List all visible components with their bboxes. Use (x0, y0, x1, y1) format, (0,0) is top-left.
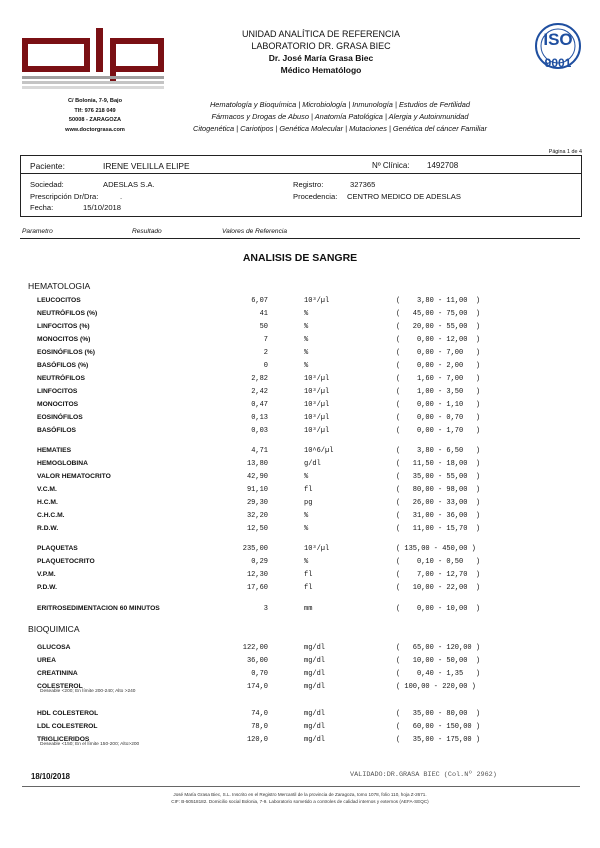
result-row (0, 446, 600, 458)
result-row (0, 335, 600, 347)
prescriber-value: . (120, 192, 123, 201)
result-row (0, 604, 600, 616)
result-row (0, 656, 600, 668)
result-unit: mg/dl (304, 644, 326, 652)
result-row (0, 544, 600, 556)
origin-label: Procedencia: (293, 192, 338, 201)
result-name: H.C.M. (37, 499, 58, 506)
result-unit: 10^6/µl (304, 447, 334, 455)
result-value: 0,03 (251, 427, 268, 435)
clinic-label: Nº Clínica: (372, 161, 410, 170)
footer-rule (22, 786, 580, 787)
result-name: COLESTEROL (37, 683, 83, 690)
result-row (0, 374, 600, 386)
result-name: C.H.C.M. (37, 512, 65, 519)
result-row (0, 387, 600, 399)
result-row (0, 322, 600, 334)
result-value: 42,90 (246, 473, 268, 481)
iso-badge (529, 20, 587, 76)
lab-line2: LABORATORIO DR. GRASA BIEC (251, 41, 391, 51)
result-name: VALOR HEMATOCRITO (37, 473, 111, 480)
result-name: BASÓFILOS (37, 427, 77, 434)
result-reference: ( 35,00 - 80,00 ) (396, 710, 481, 718)
result-name: LEUCOCITOS (37, 297, 81, 304)
result-unit: mg/dl (304, 657, 326, 665)
report-title: ANALISIS DE SANGRE (242, 252, 358, 264)
legal-line-2: CIF: B-50518182. Domicilio social Bolonia, 7-9. Laboratorio sometido a controles de calidad internos y externos (AEFA-SEQC) (171, 799, 429, 804)
result-reference: ( 0,00 - 1,10 ) (396, 401, 481, 409)
result-unit: % (304, 525, 309, 533)
result-row (0, 459, 600, 471)
result-value: 122,00 (242, 644, 268, 652)
result-reference: ( 0,00 - 7,00 ) (396, 349, 481, 357)
result-value: 174,0 (246, 683, 268, 691)
result-value: 0 (263, 362, 268, 370)
result-reference: ( 80,00 - 98,00 ) (396, 486, 481, 494)
result-reference: ( 1,00 - 3,50 ) (396, 388, 481, 396)
result-value: 0,13 (251, 414, 268, 422)
result-name: ERITROSEDIMENTACION 60 MINUTOS (37, 605, 160, 612)
validated-by: VALIDADO:DR.GRASA BIEC (Col.Nº 2962) (350, 771, 497, 779)
iso-text: ISO (543, 30, 573, 49)
result-reference: ( 26,00 - 33,00 ) (396, 499, 481, 507)
patient-name: IRENE VELILLA ELIPE (103, 161, 190, 171)
result-reference: ( 10,00 - 22,00 ) (396, 584, 481, 592)
result-name: EOSINÓFILOS (%) (37, 349, 95, 356)
result-value: 0,47 (251, 401, 268, 409)
result-reference: ( 35,00 - 55,00 ) (396, 473, 481, 481)
result-value: 91,10 (246, 486, 268, 494)
result-value: 12,50 (246, 525, 268, 533)
result-value: 235,00 (242, 545, 268, 553)
address-web: www.doctorgrasa.com (65, 126, 125, 133)
result-reference: ( 100,00 - 220,00 ) (396, 683, 476, 691)
result-name: MONOCITOS (%) (37, 336, 91, 343)
result-reference: ( 0,00 - 10,00 ) (396, 605, 481, 613)
result-name: V.P.M. (37, 571, 56, 578)
result-name: CREATININA (37, 670, 78, 677)
result-row (0, 426, 600, 438)
result-unit: fl (304, 584, 313, 592)
result-name: PLAQUETOCRITO (37, 558, 95, 565)
specialty-line: Citogenética | Cariotipos | Genética Molecular | Mutaciones | Genética del cáncer Familiar (193, 124, 487, 133)
lab-header (195, 28, 447, 76)
column-header-row (20, 227, 580, 239)
section-hematologia: HEMATOLOGIA (28, 281, 91, 291)
result-reference: ( 7,00 - 12,70 ) (396, 571, 481, 579)
result-name: TRIGLICERIDOS (37, 736, 90, 743)
result-reference: ( 0,00 - 1,70 ) (396, 427, 481, 435)
result-row (0, 709, 600, 721)
result-name: MONOCITOS (37, 401, 79, 408)
result-unit: 10³/µl (304, 427, 330, 435)
result-name: HEMOGLOBINA (37, 460, 88, 467)
result-unit: % (304, 349, 309, 357)
result-reference: ( 31,00 - 36,00 ) (396, 512, 481, 520)
address-city: 50008 - ZARAGOZA (68, 117, 122, 123)
result-reference: ( 45,00 - 75,00 ) (396, 310, 481, 318)
result-row (0, 296, 600, 308)
result-unit: 10³/µl (304, 297, 330, 305)
result-row (0, 400, 600, 412)
result-row (0, 485, 600, 497)
result-unit: mg/dl (304, 736, 326, 744)
result-value: 6,07 (251, 297, 268, 305)
result-value: 74,0 (251, 710, 268, 718)
result-reference: ( 0,00 - 0,70 ) (396, 414, 481, 422)
result-row (0, 583, 600, 595)
result-unit: 10³/µl (304, 375, 330, 383)
result-unit: % (304, 310, 309, 318)
result-reference: ( 0,40 - 1,35 ) (396, 670, 481, 678)
result-name: BASÓFILOS (%) (37, 362, 89, 369)
result-name: LDL COLESTEROL (37, 723, 98, 730)
result-value: 7 (263, 336, 268, 344)
result-reference: ( 35,00 - 175,00 ) (396, 736, 481, 744)
prescriber-label: Prescripción Dr/Dra: (30, 192, 99, 201)
result-name: EOSINÓFILOS (37, 414, 83, 421)
result-unit: % (304, 362, 309, 370)
clinic-number: 1492708 (427, 161, 459, 170)
result-reference: ( 11,50 - 18,00 ) (396, 460, 481, 468)
patient-label: Paciente: (30, 161, 65, 171)
registry-label: Registro: (293, 180, 324, 189)
result-reference: ( 60,00 - 150,00 ) (396, 723, 481, 731)
result-name: LINFOCITOS (%) (37, 323, 90, 330)
result-reference: ( 11,00 - 15,70 ) (396, 525, 481, 533)
result-unit: mm (304, 605, 313, 613)
cholesterol-note: Deseable <200; En límite 200-240; Alto >240 (40, 689, 136, 694)
specialties (170, 99, 510, 135)
result-row (0, 511, 600, 523)
result-row (0, 669, 600, 681)
result-unit: % (304, 558, 309, 566)
specialty-line: Hematología y Bioquímica | Microbiología | Inmunología | Estudios de Fertilidad (209, 100, 471, 109)
iso-number: 9001 (544, 56, 572, 70)
result-reference: ( 0,10 - 0,50 ) (396, 558, 481, 566)
result-unit: % (304, 473, 309, 481)
result-unit: mg/dl (304, 683, 326, 691)
report-date: 18/10/2018 (31, 772, 71, 781)
result-unit: g/dl (304, 460, 321, 468)
result-unit: fl (304, 571, 313, 579)
result-reference: ( 3,80 - 6,50 ) (396, 447, 481, 455)
result-row (0, 524, 600, 536)
result-row (0, 348, 600, 360)
result-unit: pg (304, 499, 313, 507)
result-name: NEUTRÓFILOS (%) (37, 310, 98, 317)
result-name: NEUTRÓFILOS (37, 375, 85, 382)
result-value: 0,29 (251, 558, 268, 566)
col-result: Resultado (132, 228, 162, 235)
result-unit: mg/dl (304, 670, 326, 678)
result-row (0, 722, 600, 734)
result-row (0, 472, 600, 484)
result-value: 29,30 (246, 499, 268, 507)
result-row (0, 309, 600, 321)
section-bioquimica: BIOQUIMICA (28, 624, 80, 634)
result-value: 41 (259, 310, 268, 318)
result-reference: ( 3,80 - 11,00 ) (396, 297, 481, 305)
result-unit: % (304, 323, 309, 331)
result-unit: % (304, 512, 309, 520)
result-value: 2 (263, 349, 268, 357)
result-row (0, 413, 600, 425)
lab-line1: UNIDAD ANALÍTICA DE REFERENCIA (241, 29, 401, 39)
col-param: Parametro (22, 228, 53, 235)
result-name: P.D.W. (37, 584, 57, 591)
society-label: Sociedad: (30, 180, 64, 189)
result-unit: 10³/µl (304, 388, 330, 396)
col-ref: Valores de Referencia (222, 228, 287, 235)
result-value: 0,70 (251, 670, 268, 678)
page-indicator: Página 1 de 4 (548, 149, 582, 155)
lab-line4: Médico Hematólogo (280, 65, 362, 75)
lab-line3: Dr. José María Grasa Biec (268, 53, 374, 63)
registry-value: 327365 (350, 180, 376, 189)
lab-logo (22, 28, 164, 98)
result-reference: ( 20,00 - 55,00 ) (396, 323, 481, 331)
result-unit: mg/dl (304, 723, 326, 731)
result-value: 12,30 (246, 571, 268, 579)
address-street: C/ Bolonia, 7-9, Bajo (67, 98, 123, 104)
result-value: 32,20 (246, 512, 268, 520)
result-reference: ( 0,00 - 12,00 ) (396, 336, 481, 344)
result-value: 78,0 (251, 723, 268, 731)
result-name: HDL COLESTEROL (37, 710, 99, 717)
result-value: 13,80 (246, 460, 268, 468)
date-label: Fecha: (30, 203, 54, 212)
triglycerides-note: Deseable <150; En el límite 150-200; Alto>200 (40, 742, 140, 747)
origin-value: CENTRO MEDICO DE ADESLAS (347, 192, 461, 201)
result-value: 120,0 (246, 736, 268, 744)
result-reference: ( 1,60 - 7,00 ) (396, 375, 481, 383)
result-unit: mg/dl (304, 710, 326, 718)
date-value: 15/10/2018 (83, 203, 122, 212)
result-name: LINFOCITOS (37, 388, 78, 395)
result-name: PLAQUETAS (37, 545, 78, 552)
result-row (0, 570, 600, 582)
result-name: UREA (37, 657, 56, 664)
result-value: 4,71 (251, 447, 268, 455)
lab-address (40, 97, 150, 135)
result-name: V.C.M. (37, 486, 57, 493)
society-value: ADESLAS S.A. (103, 180, 155, 189)
result-reference: ( 135,00 - 450,00 ) (396, 545, 476, 553)
address-phone: Tlf: 976 218 049 (74, 107, 116, 114)
result-unit: 10³/µl (304, 414, 330, 422)
result-unit: 10³/µl (304, 401, 330, 409)
result-row (0, 498, 600, 510)
result-name: R.D.W. (37, 525, 59, 532)
result-row (0, 643, 600, 655)
result-row (0, 557, 600, 569)
result-value: 3 (263, 605, 268, 613)
result-row (0, 361, 600, 373)
specialty-line: Fármacos y Drogas de Abuso | Anatomía Patológica | Alergia y Autoinmunidad (211, 112, 469, 121)
result-reference: ( 10,00 - 50,00 ) (396, 657, 481, 665)
result-value: 50 (259, 323, 268, 331)
result-reference: ( 65,00 - 120,00 ) (396, 644, 481, 652)
result-value: 36,00 (246, 657, 268, 665)
result-reference: ( 0,00 - 2,00 ) (396, 362, 481, 370)
result-value: 17,60 (246, 584, 268, 592)
result-unit: % (304, 336, 309, 344)
result-unit: 10³/µl (304, 545, 330, 553)
result-value: 2,42 (251, 388, 268, 396)
legal-line-1: José María Grasa Biec, S.L. Inscrito en el Registro Mercantil de la provincia de Zaragoza, tomo 1078, folio 110, hoja Z-2671. (173, 792, 427, 797)
result-value: 2,82 (251, 375, 268, 383)
result-name: HEMATIES (37, 447, 72, 454)
result-name: GLUCOSA (37, 644, 71, 651)
result-unit: fl (304, 486, 313, 494)
